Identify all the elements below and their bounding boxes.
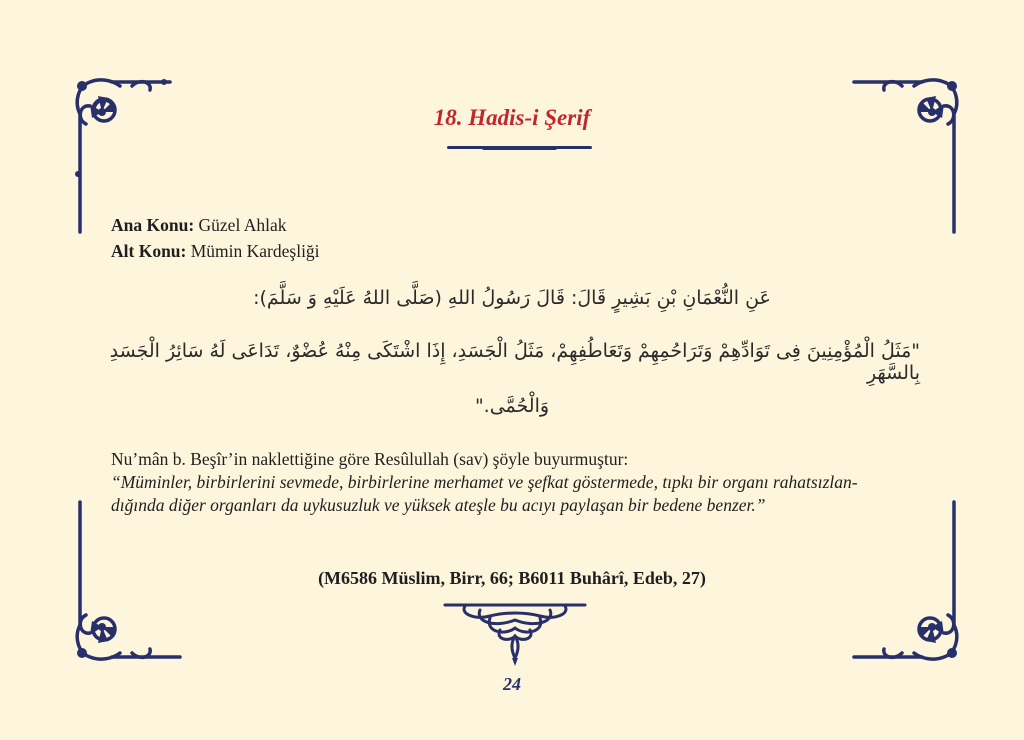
main-topic-label: Ana Konu: [111,215,195,235]
sub-topic-value: Mümin Kardeşliği [190,241,320,261]
main-topic-row [111,212,320,238]
translation-quote-line-1: “Müminler, birbirlerini sevmede, birbirlerine merhamet ve şefkat göstermede, tıpkı bir organı rahatsızlan- [111,472,858,492]
translation-block [111,448,941,517]
title-underline-divider [447,146,592,149]
arabic-text-line-2: "مَثَلُ الْمُؤْمِنِينَ فِى تَوَادِّهِمْ وَتَرَاحُمِهِمْ وَتَعَاطُفِهِمْ، مَثَلُ الْجَسَدِ، إِذَا اشْتَكَى مِنْهُ عُضْوٌ، تَدَاعَى لَهُ سَائِرُ الْجَسَدِ بِالسَّهَرِ [109,340,920,384]
sub-topic-row [111,238,320,264]
corner-ornament-top-left-icon [72,74,172,234]
arabic-text-line-3: وَالْحُمَّى." [474,395,550,417]
page-title: 18. Hadis-i Şerif [433,105,591,130]
arabic-text-line-1: عَنِ النُّعْمَانِ بْنِ بَشِيرٍ قَالَ: قَالَ رَسُولُ اللهِ (صَلَّى اللهُ عَلَيْهِ وَ سَلَّمَ): [253,287,771,309]
main-topic-value: Güzel Ahlak [198,215,287,235]
sub-topic-label: Alt Konu: [111,241,187,261]
translation-intro: Nu’mân b. Beşîr’in naklettiğine göre Resûlullah (sav) şöyle buyurmuştur: [111,449,629,469]
topic-block [111,212,320,264]
translation-quote-line-2: dığında diğer organları da uykusuzluk ve yüksek ateşle bu acıyı paylaşan bir bedene benzer.” [111,495,766,515]
corner-ornament-top-right-icon [852,74,962,234]
bottom-flourish-ornament-icon [440,600,590,675]
page-number: 24 [503,674,521,694]
source-citation: (M6586 Müslim, Birr, 66; B6011 Buhârî, Edeb, 27) [318,568,706,588]
